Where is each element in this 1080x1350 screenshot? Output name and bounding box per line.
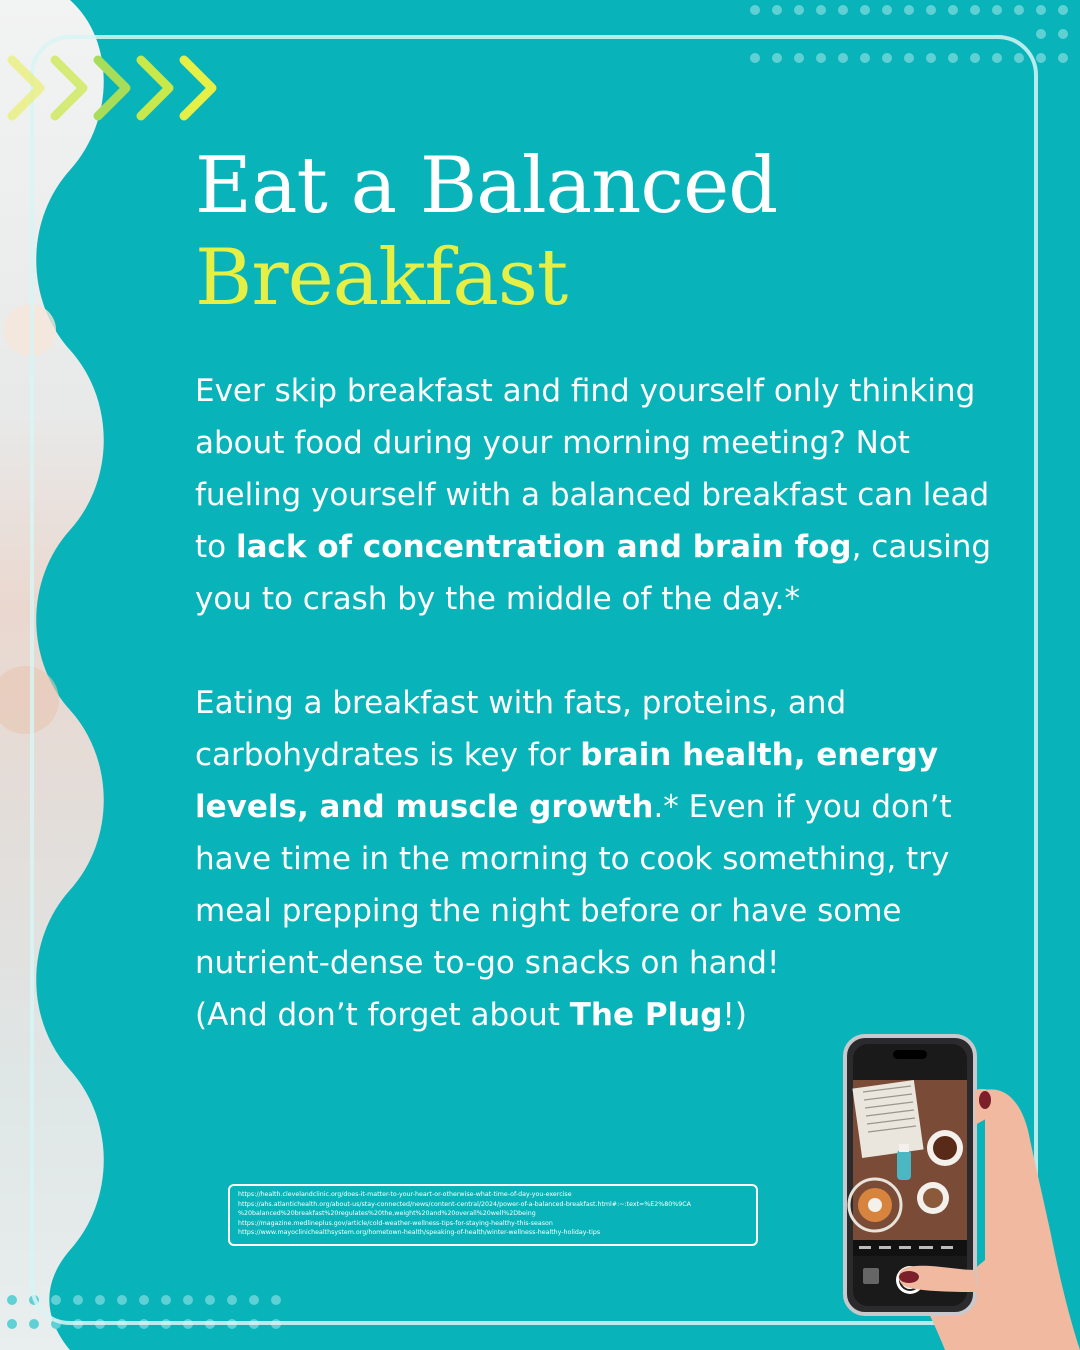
brand-name: The Plug bbox=[569, 997, 723, 1033]
paragraph-1-outro: , causing you to crash by the middle of the day.* bbox=[195, 529, 992, 617]
title-line-1: Eat a Balanced bbox=[195, 141, 778, 231]
paragraph-2-middle: .* Even if you don’t have time in the morning to cook something, try meal prepping the night before or have some nutrient-dense to-go snacks on hand! bbox=[195, 789, 952, 981]
paragraph-2-highlight: brain health, energy levels, and muscle growth bbox=[195, 737, 939, 825]
references-box bbox=[228, 1184, 758, 1246]
title-line-2: Breakfast bbox=[195, 233, 568, 323]
smartphone-icon bbox=[835, 1030, 1080, 1350]
paragraph-2-closing-suffix: !) bbox=[722, 997, 747, 1033]
paragraph-1-highlight: lack of concentration and brain fog bbox=[235, 529, 852, 565]
paragraph-2-intro: Eating a breakfast with fats, proteins, and carbohydrates is key for bbox=[195, 685, 847, 773]
paragraph-2-closing-prefix: (And don’t forget about bbox=[195, 997, 570, 1033]
reference-link[interactable]: https://health.clevelandclinic.org/does-it-matter-to-your-heart-or-otherwise-what-time-of-day-you-exercise bbox=[238, 1191, 572, 1198]
body-text bbox=[195, 365, 995, 1041]
reference-link[interactable]: %20balanced%20breakfast%20regulates%20the,weight%20and%20overall%20well%2Dbeing bbox=[238, 1210, 536, 1218]
paragraph-1-intro: Ever skip breakfast and find yourself only thinking about food during your morning meeting? Not fueling yourself with a balanced breakfast can lead to bbox=[195, 373, 990, 565]
reference-link[interactable]: https://ahs.atlantichealth.org/about-us/stay-connected/news/content-central/2024/power-of-a-balanced-breakfast.html#:~:text=%E2%80%9CA bbox=[238, 1200, 691, 1208]
paragraph-1 bbox=[195, 365, 995, 625]
paragraph-2 bbox=[195, 677, 995, 1041]
reference-link[interactable]: https://www.mayoclinichealthsystem.org/hometown-health/speaking-of-health/winter-wellness-healthy-holiday-tips bbox=[238, 1229, 601, 1237]
chevron-right-icon bbox=[0, 48, 240, 128]
page-title bbox=[195, 140, 777, 324]
reference-link[interactable]: https://magazine.medlineplus.gov/article/cold-weather-wellness-tips-for-staying-healthy-this-season bbox=[238, 1219, 553, 1227]
